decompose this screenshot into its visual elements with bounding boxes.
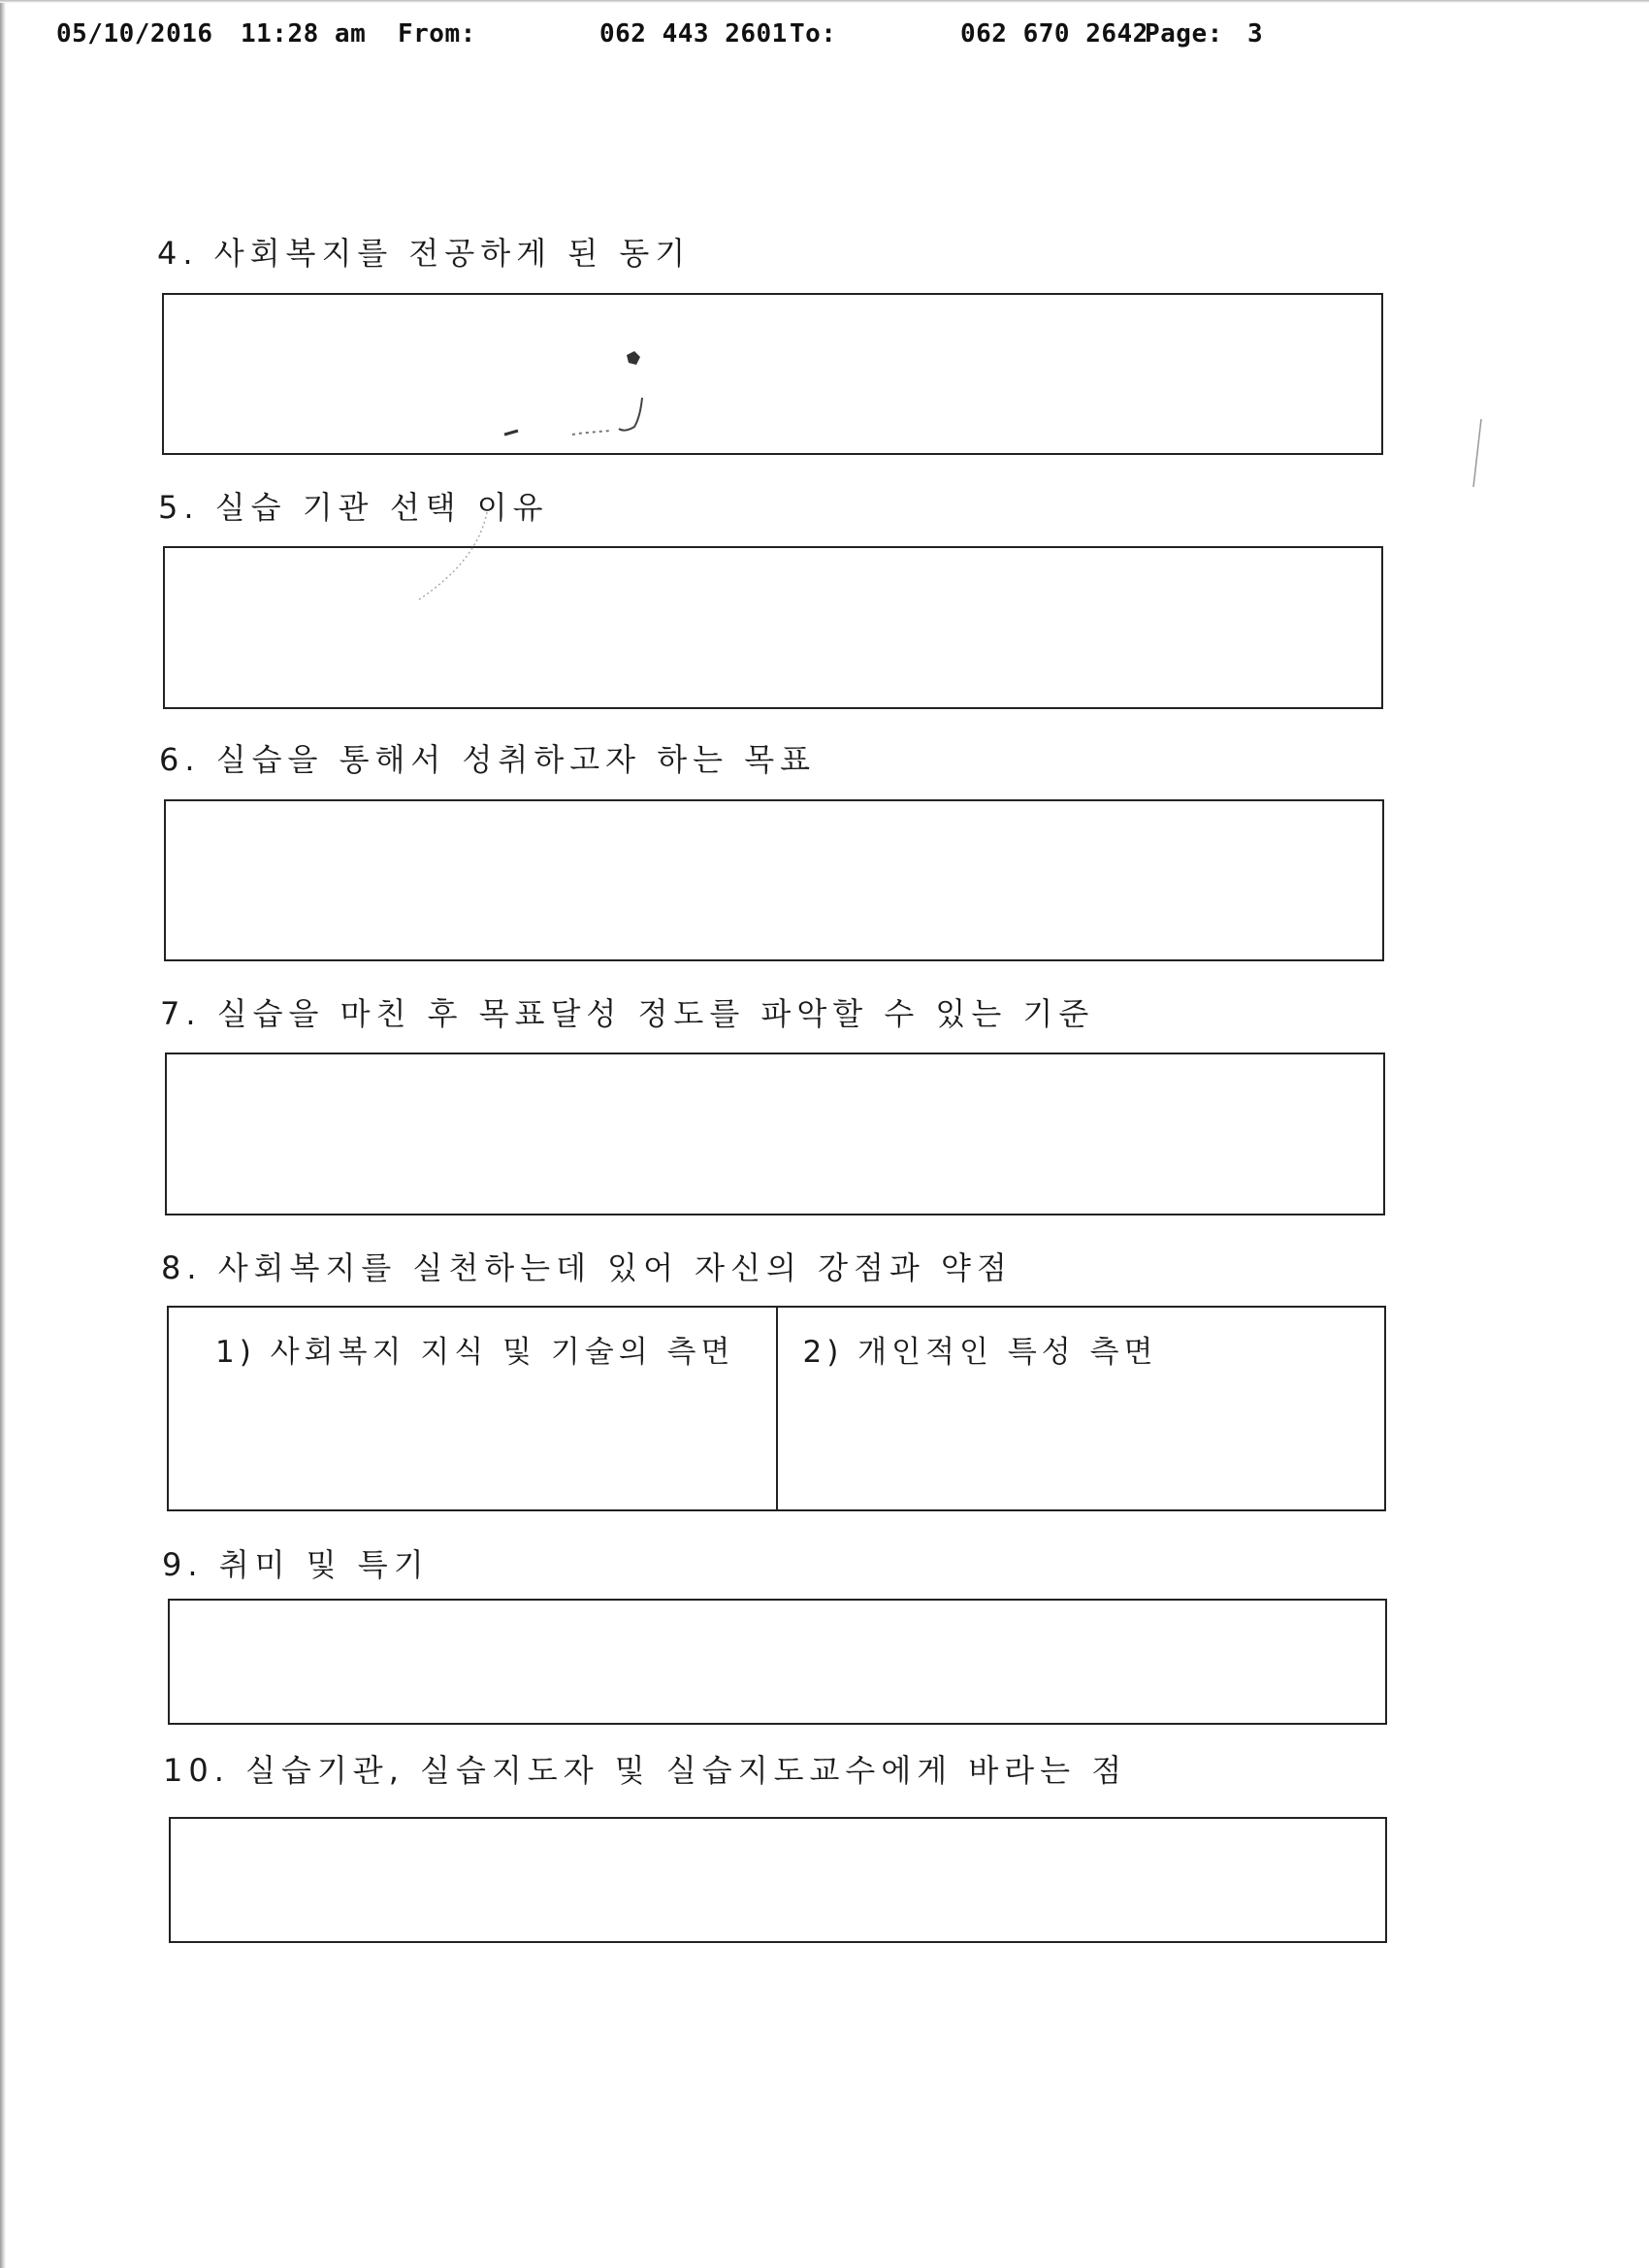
- question-5-label: 5. 실습 기관 선택 이유: [158, 489, 549, 526]
- question-7-answer-box[interactable]: [165, 1053, 1385, 1215]
- question-5-answer-box[interactable]: [163, 546, 1383, 709]
- question-4-label: 4. 사회복지를 전공하게 된 동기: [157, 235, 692, 272]
- question-10-label: 10. 실습기관, 실습지도자 및 실습지도교수에게 바라는 점: [163, 1752, 1128, 1789]
- strengths-knowledge-cell[interactable]: [169, 1308, 776, 1509]
- question-8-label: 8. 사회복지를 실천하는데 있어 자신의 강점과 약점: [161, 1249, 1013, 1286]
- fax-page-label: Page:: [1145, 19, 1223, 49]
- fax-from-label: From:: [398, 19, 476, 49]
- question-6-label: 6. 실습을 통해서 성취하고자 하는 목표: [159, 741, 817, 778]
- fax-to-label: To:: [790, 19, 837, 49]
- question-9-label: 9. 취미 및 특기: [162, 1546, 430, 1583]
- strengths-knowledge-label: 1) 사회복지 지식 및 기술의 측면: [215, 1335, 735, 1370]
- personal-traits-cell[interactable]: [776, 1308, 1385, 1509]
- scan-smudge-mark: [485, 340, 660, 446]
- personal-traits-label: 2) 개인적인 특성 측면: [802, 1335, 1158, 1370]
- page-edge-shadow: [0, 0, 6, 2268]
- question-6-answer-box[interactable]: [164, 799, 1384, 961]
- scan-edge-mark: [1470, 417, 1489, 495]
- fax-date: 05/10/2016: [56, 19, 213, 49]
- fax-from-number: 062 443 2601: [599, 19, 788, 49]
- question-7-label: 7. 실습을 마친 후 목표달성 정도를 파악할 수 있는 기준: [160, 995, 1095, 1032]
- fax-time: 11:28 am: [241, 19, 367, 49]
- question-4-answer-box[interactable]: [162, 293, 1383, 455]
- scan-streak-mark: [407, 504, 524, 611]
- fax-page-number: 3: [1247, 19, 1264, 49]
- fax-to-number: 062 670 2642: [960, 19, 1148, 49]
- page-edge-top: [0, 0, 1649, 3]
- question-9-answer-box[interactable]: [168, 1599, 1387, 1725]
- question-10-answer-box[interactable]: [169, 1817, 1387, 1943]
- question-8-answer-table: [167, 1306, 1386, 1511]
